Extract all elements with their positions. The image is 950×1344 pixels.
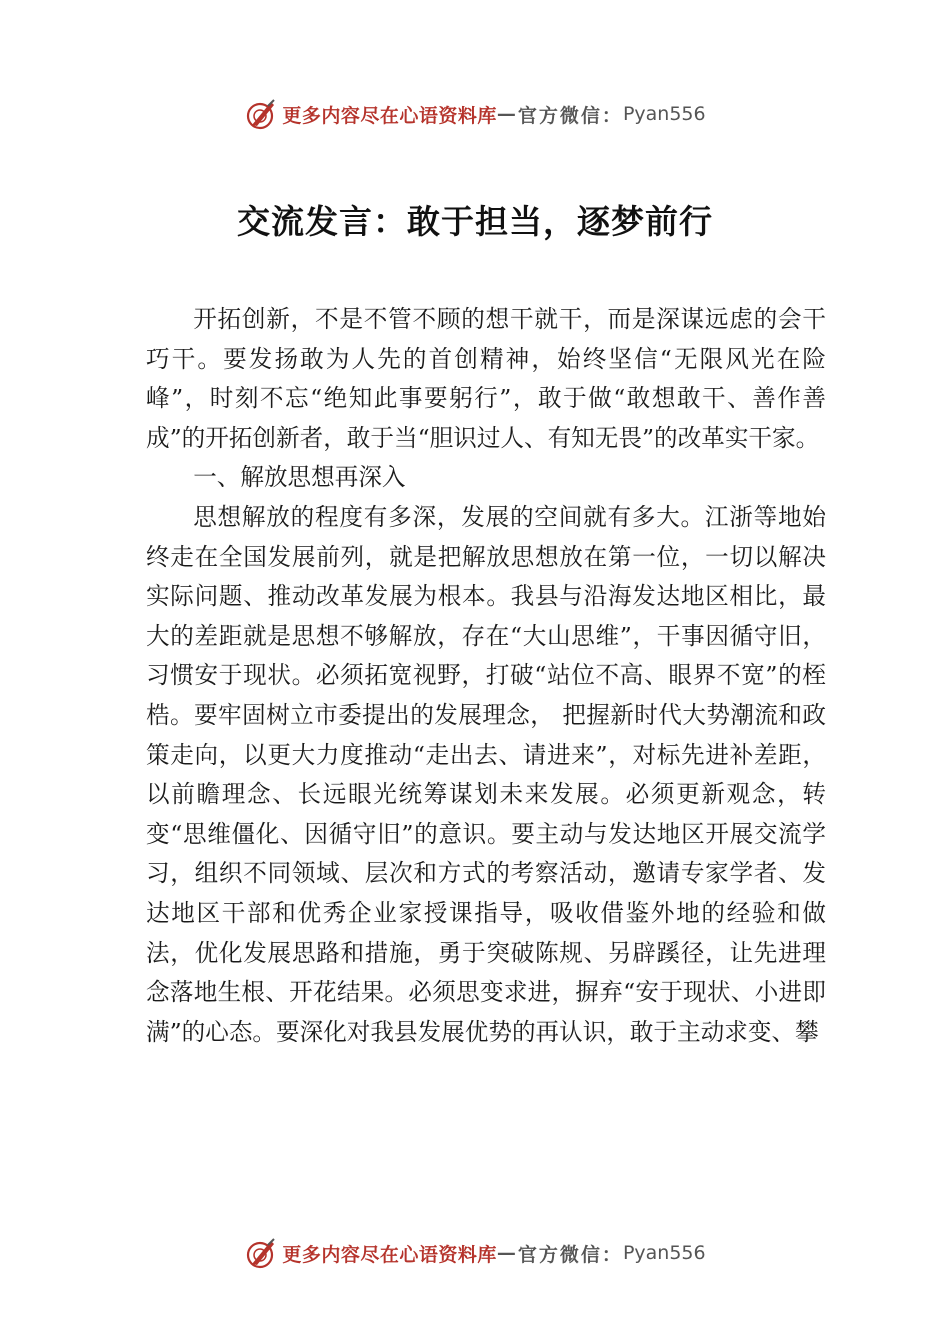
banner-source: 更多内容尽在心语资料库	[282, 1243, 497, 1266]
banner-dash: —	[496, 1242, 518, 1264]
footer-banner	[0, 1233, 950, 1273]
banner-content	[244, 1236, 705, 1270]
quill-logo-icon	[244, 97, 278, 131]
section-heading: 一、解放思想再深入	[193, 463, 406, 492]
banner-wechat-id: Pyan556	[622, 103, 706, 125]
paragraph: 开拓创新，不是不管不顾的想干就干，而是深谋远虑的会干巧干。要发扬敢为人先的首创精神，始终坚信“无限风光在险峰”，时刻不忘“绝知此事要躬行”，敢于做“敢想敢干、善作善成”的开拓创新者，敢于当“胆识过人、有知无畏”的改革实干家。	[146, 305, 826, 452]
banner-wechat-label: 官方微信：	[517, 104, 623, 127]
paragraph: 思想解放的程度有多深，发展的空间就有多大。江浙等地始终走在全国发展前列，就是把解放思想放在第一位，一切以解决实际问题、推动改革发展为根本。我县与沿海发达地区相比，最大的差距就是思想不够解放，存在“大山思维”，干事因循守旧，习惯安于现状。必须拓宽视野，打破“站位不高、眼界不宽”的桎梏。要牢固树立市委提出的发展理念， 把握新时代大势潮流和政策走向，以更大力度推动“走出去、请进来”，对标先进补差距，以前瞻理念、长远眼光统筹谋划未来发展。必须更新观念，转变“思维僵化、因循守旧”的意识。要主动与发达地区开展交流学习，组织不同领域、层次和方式的考察活动，邀请专家学者、发达地区干部和优秀企业家授课指导，吸收借鉴外地的经验和做法，优化发展思路和措施，勇于突破陈规、另辟蹊径，让先进理念落地生根、开花结果。必须思变求进，摒弃“安于现状、小进即满”的心态。要深化对我县发展优势的再认识，敢于主动求变、攀	[146, 502, 826, 1046]
banner-wechat-id: Pyan556	[622, 1242, 706, 1264]
banner-source: 更多内容尽在心语资料库	[282, 104, 497, 127]
header-banner	[0, 94, 950, 134]
document-title: 交流发言：敢于担当，逐梦前行	[237, 202, 713, 241]
quill-logo-icon	[244, 1236, 278, 1270]
document-body	[146, 300, 826, 1052]
banner-content	[244, 97, 705, 131]
banner-wechat-label: 官方微信：	[517, 1243, 623, 1266]
banner-dash: —	[496, 103, 518, 125]
